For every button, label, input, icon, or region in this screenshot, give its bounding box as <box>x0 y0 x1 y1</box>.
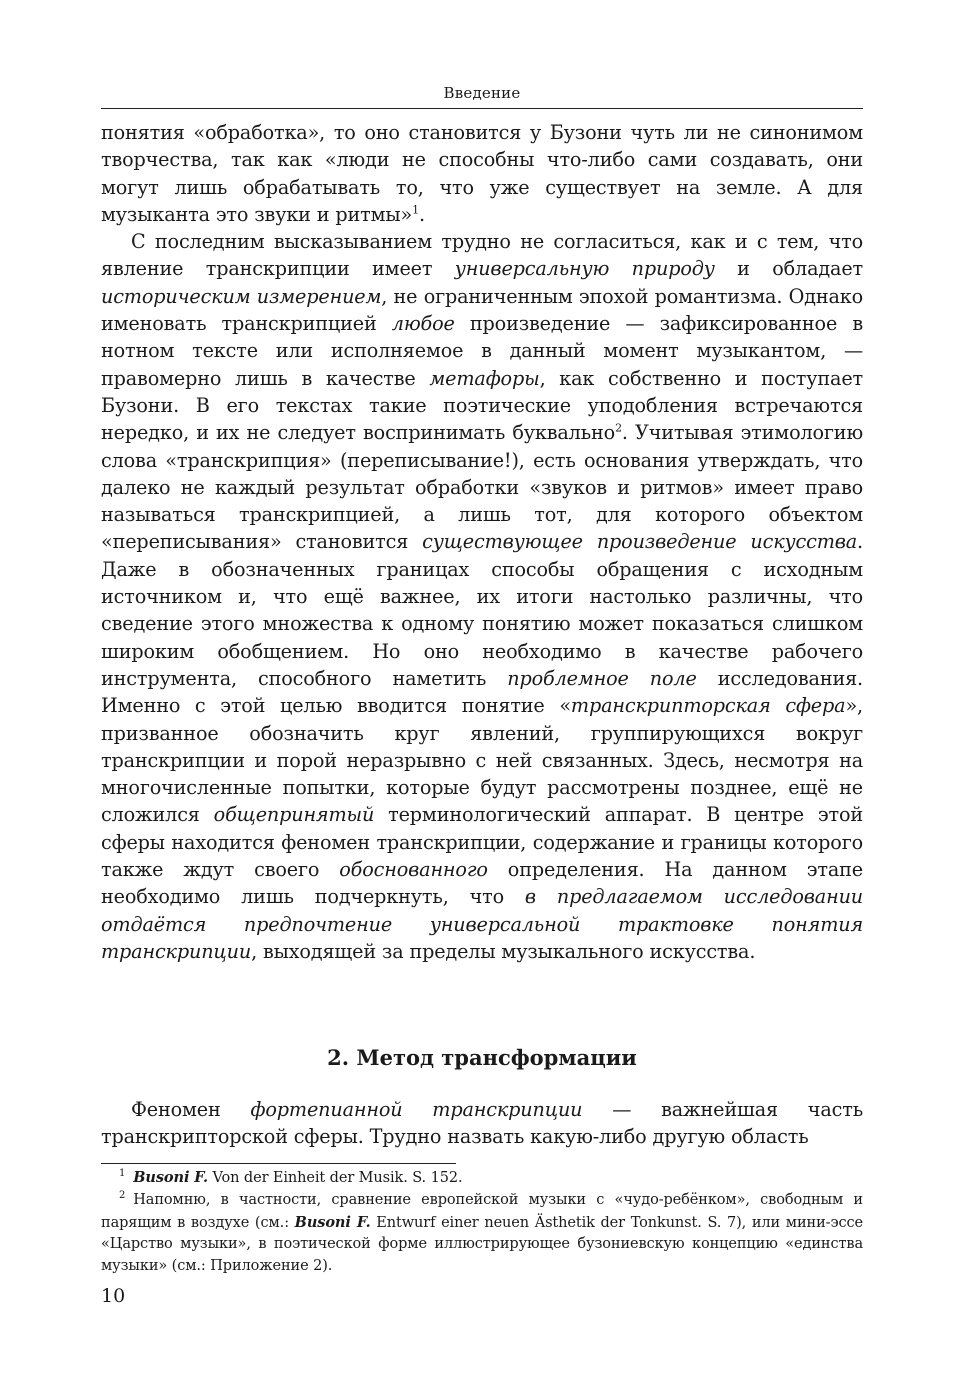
italic-run: обоснованного <box>339 858 488 882</box>
body-text <box>101 119 863 965</box>
text-run: Феномен <box>131 1098 251 1121</box>
italic-run: транскрипторская сфера <box>570 694 846 718</box>
footnote-ref[interactable]: 1 <box>412 203 419 217</box>
footnote-separator <box>101 1163 456 1164</box>
text-run: терминологический аппарат. В центре этой сферы находится феномен транскрипции, содержание и границы которого также ждут своего <box>101 803 863 882</box>
text-run: — важнейшая часть транскрипторской сферы. Трудно назвать какую-либо другую область <box>101 1098 863 1149</box>
text-run: , как собственно и поступает Бузони. В его текстах такие поэтические уподобления встречаются нередко, и их не следует воспринимать буквально <box>101 366 863 445</box>
running-head: Введение <box>443 84 521 102</box>
footnote-number: 2 <box>119 1189 126 1201</box>
footnote-text: Напомню, в частности, сравнение европейской музыки с «чудо-ребёнком», свободным и парящим в воздухе (см.: <box>101 1191 863 1231</box>
text-run: , не ограниченным эпохой романтизма. Однако именовать транскрипцией <box>101 284 864 336</box>
text-run: . Учитывая этимологию слова «транскрипция» (переписывание!), есть основания утверждать, что далеко не каждый результат обработки «звуков и ритмов» имеет право называться транскрипцией, а лишь тот, для которого объектом «переписывания» становится <box>101 421 864 554</box>
italic-run: универсальную природу <box>454 257 715 281</box>
section-text <box>101 1096 863 1151</box>
paragraph <box>101 1096 863 1151</box>
footnote-author: Busoni F. <box>294 1213 371 1231</box>
footnote-text: Von der Einheit der Musik. S. 152. <box>207 1170 463 1186</box>
paragraph-text: . <box>418 202 425 226</box>
text-run: и обладает <box>714 257 864 281</box>
text-run: произведение — зафиксированное в нотном тексте или исполняемое в данный момент музыкантом, — правомерно лишь в качестве <box>101 312 863 390</box>
footnote-2 <box>101 1190 863 1278</box>
text-run: », призванное обозначить круг явлений, группирующихся вокруг транскрипции и порой неразрывно с ней связанных. Здесь, несмотря на многочисленные попытки, которые будут рассмотрены позднее, ещё не сложился <box>101 694 863 827</box>
italic-run: в предлагаемом исследовании отдаётся предпочтение универсальной трактовке понятия транскрипции <box>101 885 863 963</box>
page-number: 10 <box>101 1285 126 1307</box>
text-run: исследования. Именно с этой целью вводится понятие « <box>101 666 864 718</box>
paragraph <box>101 228 863 965</box>
italic-run: общепринятый <box>213 803 375 827</box>
text-run: определения. На данном этапе необходимо лишь подчеркнуть, что <box>101 858 863 909</box>
text-run: . Даже в обозначенных границах способы обращения с исходным источником и, что ещё важнее, их итоги настолько различны, что сведение этого множества к одному понятию может показаться слишком широким обобщением. Но оно необходимо в качестве рабочего инструмента, способного наметить <box>101 530 863 690</box>
footnote-ref[interactable]: 2 <box>615 421 622 435</box>
paragraph-text: понятия «обработка», то оно становится у Бузони чуть ли не синонимом творчества, так как «люди не способны что-либо сами создавать, они могут лишь обрабатывать то, что уже существует на земле. А для музыканта это звуки и ритмы» <box>101 121 863 226</box>
footnote-1 <box>101 1167 863 1190</box>
italic-run: фортепианной транскрипции <box>250 1098 583 1121</box>
footnote-text: Entwurf einer neuen Ästhetik der Tonkunst. S. 7), или мини-эссе «Царство музыки», в поэтической форме иллюстрирующее бузониевскую концепцию «единства музыки» (см.: Приложение 2). <box>101 1214 863 1275</box>
header-rule <box>101 108 863 109</box>
footnote-author: Busoni F. <box>133 1169 208 1186</box>
italic-run: проблемное поле <box>507 666 697 690</box>
italic-run: любое <box>391 312 455 336</box>
footnote-number: 1 <box>119 1168 126 1180</box>
italic-run: существующее произведение искусства <box>422 530 858 554</box>
section-heading: 2. Метод трансформации <box>327 1045 637 1070</box>
text-run: , выходящей за пределы музыкального искусства. <box>251 939 756 963</box>
italic-run: метафоры <box>429 366 540 390</box>
footnotes <box>101 1167 863 1278</box>
italic-run: историческим измерением <box>101 284 382 308</box>
paragraph-continued <box>101 119 863 228</box>
text-run: С последним высказыванием трудно не согласиться, как и с тем, что явление транскрипции имеет <box>101 230 863 281</box>
